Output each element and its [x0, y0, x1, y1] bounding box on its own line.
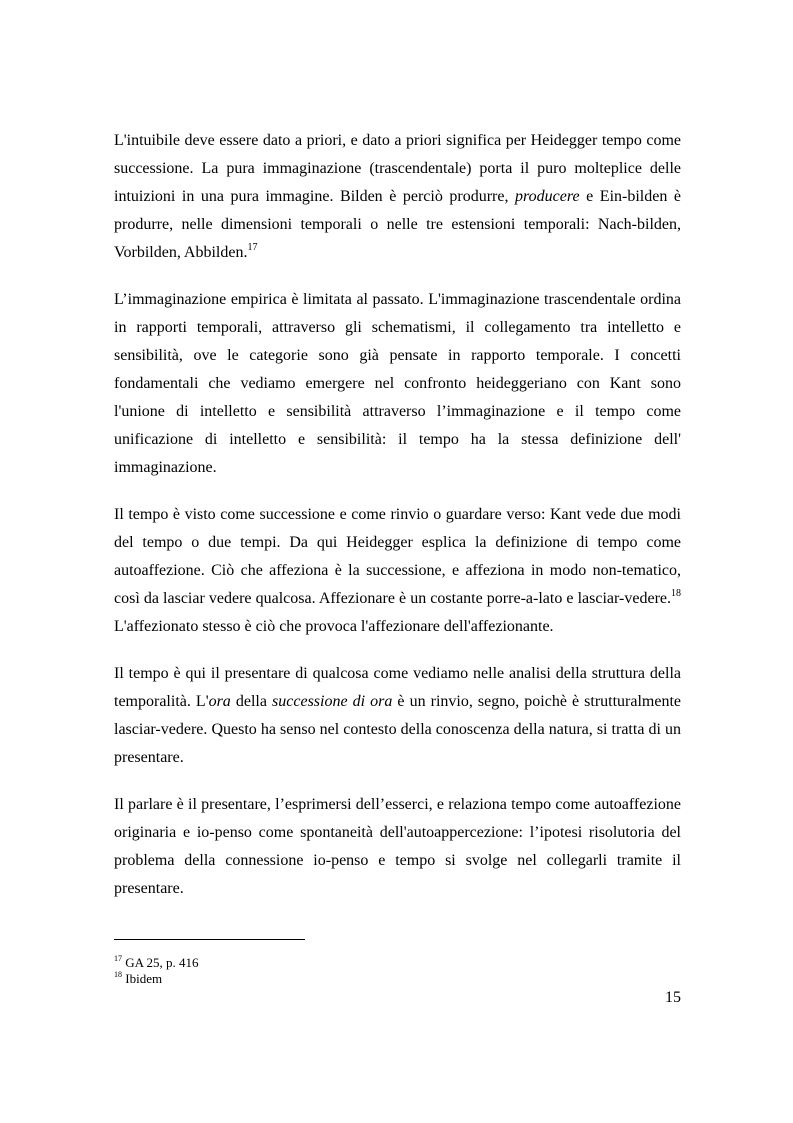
paragraph	[114, 127, 681, 267]
paragraph	[114, 286, 681, 482]
text-run: Il tempo è qui il presentare di qualcosa come vediamo nelle analisi della struttura della temporalità. L'	[114, 665, 681, 710]
footnote-reference: 17	[247, 241, 258, 253]
text-run: e Ein-bilden è produrre, nelle dimensioni temporali o nelle tre estensioni temporali: Nach-bilden, Vorbilden, Abbilden.	[114, 188, 681, 261]
footnote	[114, 971, 681, 987]
footnote-number: 18	[114, 969, 122, 979]
footnotes	[114, 955, 681, 987]
footnote-separator	[114, 939, 305, 940]
paragraph	[114, 791, 681, 903]
paragraph	[114, 501, 681, 641]
paragraph	[114, 660, 681, 772]
body-text	[114, 127, 681, 903]
italic-text: successione di ora	[272, 693, 393, 710]
text-run: della	[230, 693, 273, 710]
footnote	[114, 955, 681, 971]
page-number: 15	[665, 989, 681, 1006]
footnote-number: 17	[114, 953, 122, 963]
footnote-text: GA 25, p. 416	[122, 955, 199, 970]
italic-text: ora	[208, 693, 231, 710]
footnote-reference: 18	[671, 587, 681, 599]
footnote-text: Ibidem	[122, 971, 163, 986]
text-run: L'affezionato stesso è ciò che provoca l'affezionare dell'affezionante.	[114, 618, 554, 635]
text-run: Il parlare è il presentare, l’esprimersi dell’esserci, e relaziona tempo come autoaffezione originaria e io-penso come spontaneità dell'autoappercezione: l’ipotesi risolutoria del problema della connessione io-penso e tempo si svolge nel collegarli tramite il presentare.	[114, 796, 681, 897]
italic-text: producere	[515, 188, 580, 205]
text-run: è un rinvio, segno, poichè è strutturalmente lasciar-vedere. Questo ha senso nel contesto della conoscenza della natura, si tratta di un presentare.	[114, 693, 682, 766]
text-run: L'intuibile deve essere dato a priori, e dato a priori significa per Heidegger tempo come successione. La pura immaginazione (trascendentale) porta il puro molteplice delle intuizioni in una pura immagine. Bilden è perciò produrre,	[114, 132, 681, 205]
text-run: L’immaginazione empirica è limitata al passato. L'immaginazione trascendentale ordina in rapporti temporali, attraverso gli schematismi, il collegamento tra intelletto e sensibilità, ove le categorie sono già pensate in rapporto temporale. I concetti fondamentali che vediamo emergere nel confronto heideggeriano con Kant sono l'unione di intelletto e sensibilità attraverso l’immaginazione e il tempo come unificazione di intelletto e sensibilità: il tempo ha la stessa definizione dell' immaginazione.	[114, 291, 681, 476]
text-run: Il tempo è visto come successione e come rinvio o guardare verso: Kant vede due modi del tempo o due tempi. Da qui Heidegger esplica la definizione di tempo come autoaffezione. Ciò che affeziona è la successione, e affeziona in modo non-tematico, così da lasciar vedere qualcosa. Affezionare è un costante porre-a-lato e lasciar-vedere.	[114, 506, 681, 607]
